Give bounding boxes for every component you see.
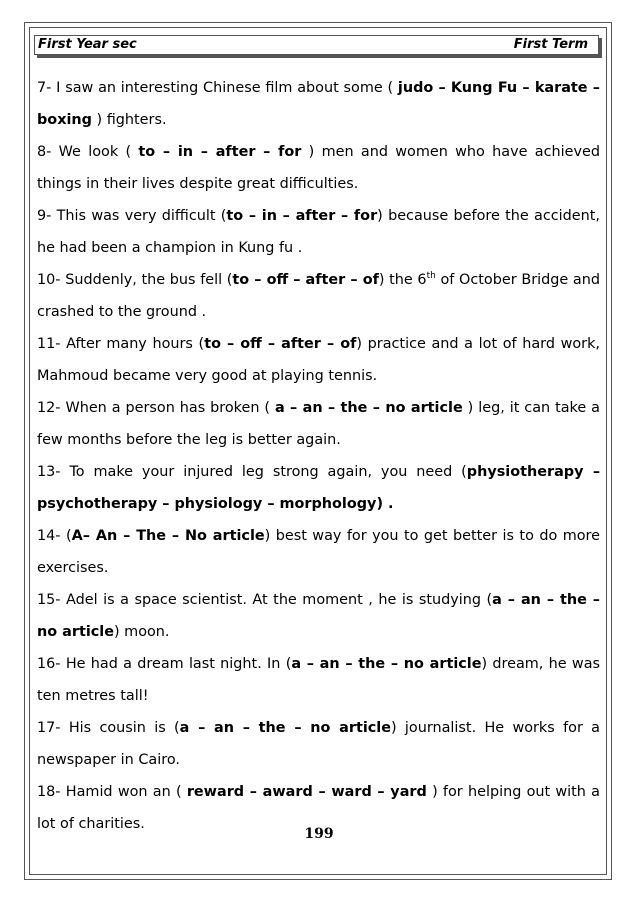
question-text: ) moon. <box>113 624 170 640</box>
answer-options: a – an – the – no article <box>179 720 391 736</box>
question-text: ) the 6 <box>378 272 427 288</box>
question-text: ) fighters. <box>91 112 167 128</box>
ordinal-suffix: th <box>426 271 436 282</box>
header-year: First Year sec <box>38 37 137 52</box>
question-text: He had a dream last night. In ( <box>65 656 292 672</box>
question-text: of October Bridge and crashed to the ground . <box>37 272 600 320</box>
answer-options: a – an – the – no article <box>274 400 463 416</box>
question-text: Adel is a space scientist. At the moment , he is studying ( <box>66 592 493 608</box>
question-number: 12- <box>37 400 61 416</box>
question-number: 16- <box>37 656 61 672</box>
question-text: Suddenly, the bus fell ( <box>65 272 233 288</box>
question-text: We look ( <box>58 144 139 160</box>
question-item <box>37 328 600 392</box>
header-term: First Term <box>513 37 588 52</box>
answer-options: to – in – after – for <box>138 144 302 160</box>
question-item <box>37 136 600 200</box>
question-text: I saw an interesting Chinese film about some ( <box>56 80 398 96</box>
question-item <box>37 712 600 776</box>
question-number: 17- <box>37 720 61 736</box>
question-text: Hamid won an ( <box>65 784 187 800</box>
question-number: 7- <box>37 80 52 96</box>
question-number: 10- <box>37 272 61 288</box>
question-text: His cousin is ( <box>68 720 180 736</box>
question-item <box>37 648 600 712</box>
question-item <box>37 520 600 584</box>
answer-options: judo – Kung Fu – karate – boxing <box>37 80 600 128</box>
header-bar <box>34 35 599 55</box>
question-text: When a person has broken ( <box>65 400 275 416</box>
answer-options: to – off – after – of <box>232 272 379 288</box>
answer-options: to – off – after – of <box>204 336 357 352</box>
question-text: ) dream, he was ten metres tall! <box>37 656 601 704</box>
answer-options: to – in – after – for <box>226 208 378 224</box>
question-item <box>37 200 600 264</box>
question-list <box>37 72 600 840</box>
question-number: 14- <box>37 528 61 544</box>
question-number: 18- <box>37 784 61 800</box>
question-text: ) leg, it can take a few months before the leg is better again. <box>37 400 600 448</box>
answer-options: physiotherapy – psychotherapy – physiology – morphology) . <box>37 464 601 512</box>
question-number: 13- <box>37 464 61 480</box>
question-text: ) men and women who have achieved things in their lives despite great difficulties. <box>37 144 600 192</box>
answer-options: A– An – The – No article <box>71 528 265 544</box>
question-text: ) practice and a lot of hard work, Mahmoud became very good at playing tennis. <box>37 336 601 384</box>
question-item <box>37 392 600 456</box>
answer-options: reward – award – ward – yard <box>186 784 427 800</box>
question-text: ( <box>65 528 72 544</box>
answer-options: a – an – the – no article <box>291 656 482 672</box>
question-item <box>37 456 600 520</box>
question-number: 9- <box>37 208 52 224</box>
answer-options: a – an – the – no article <box>37 592 601 640</box>
question-text: This was very difficult ( <box>56 208 227 224</box>
question-text: ) journalist. He works for a newspaper in Cairo. <box>37 720 600 768</box>
question-item <box>37 72 600 136</box>
page-number: 199 <box>304 826 334 842</box>
question-text: ) best way for you to get better is to do more exercises. <box>37 528 601 576</box>
question-item <box>37 584 600 648</box>
question-number: 11- <box>37 336 61 352</box>
question-text: ) because before the accident, he had been a champion in Kung fu . <box>37 208 600 256</box>
question-number: 8- <box>37 144 52 160</box>
question-number: 15- <box>37 592 61 608</box>
question-text: ) for helping out with a lot of charities. <box>37 784 600 832</box>
question-item <box>37 264 600 328</box>
question-text: To make your injured leg strong again, you need ( <box>69 464 467 480</box>
question-text: After many hours ( <box>66 336 205 352</box>
